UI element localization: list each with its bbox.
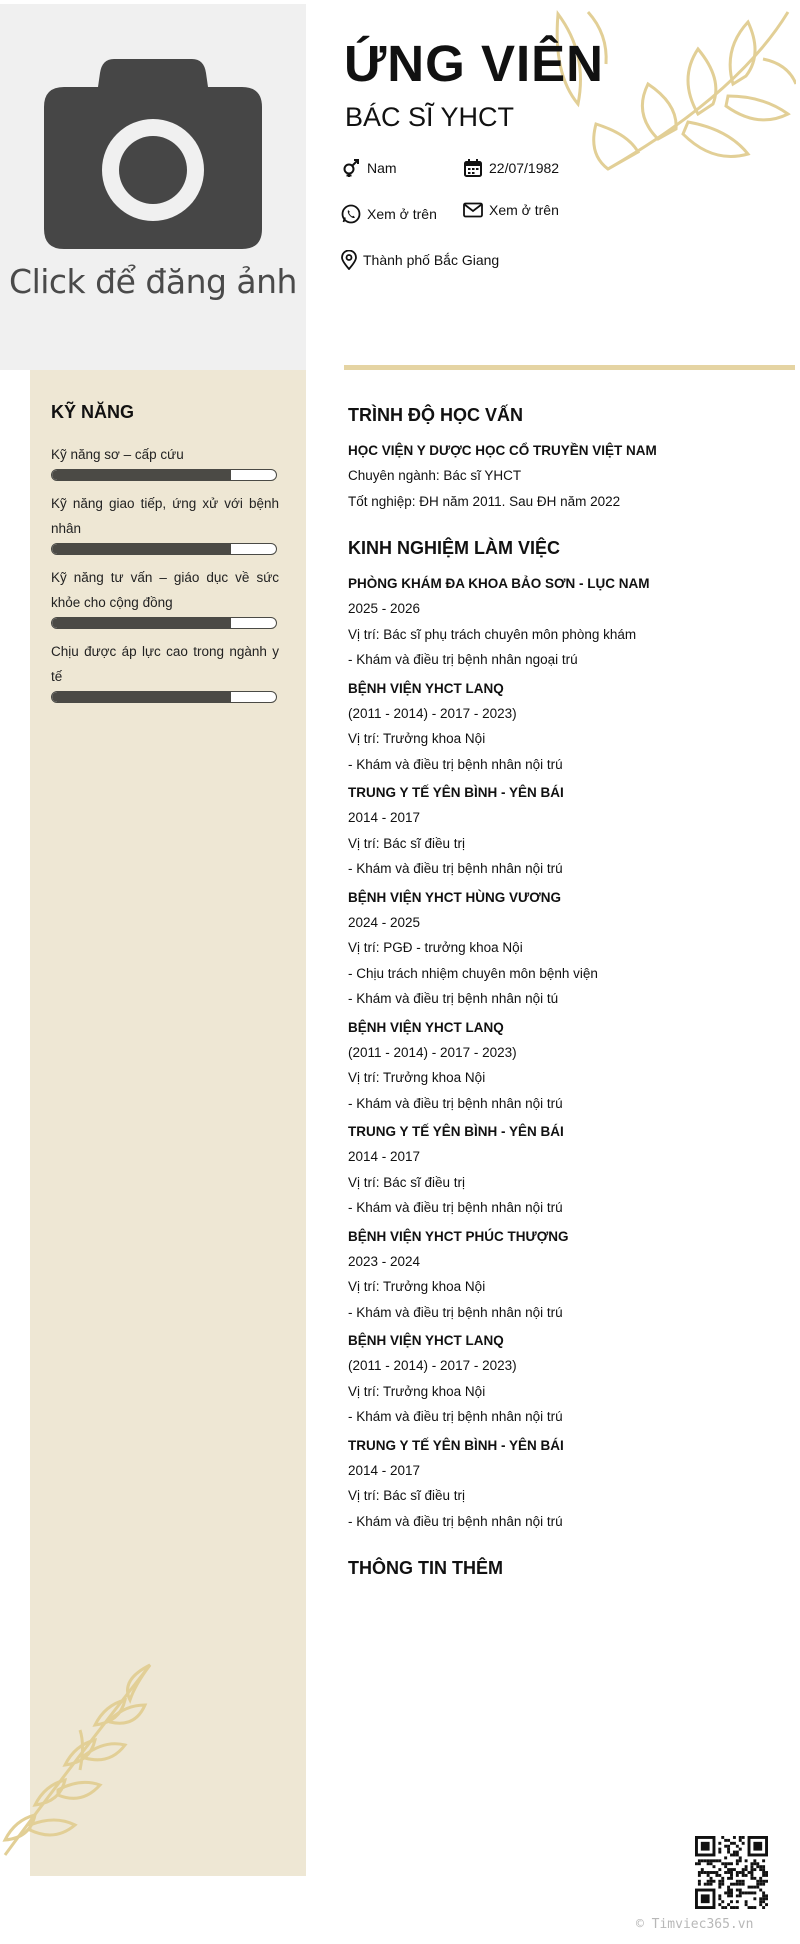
experience-line: Vị trí: Trưởng khoa Nội xyxy=(348,1279,486,1294)
skill-level-fill xyxy=(52,470,231,480)
education-major: Chuyên ngành: Bác sĩ YHCT xyxy=(348,468,522,483)
email-info xyxy=(463,202,559,218)
skill-item xyxy=(51,442,279,481)
experience-line: (2011 - 2014) - 2017 - 2023) xyxy=(348,1044,517,1060)
experience-item xyxy=(348,885,788,1012)
skill-name: Kỹ năng tư vấn – giáo dục về sức khỏe cho cộng đồng xyxy=(51,570,279,610)
skill-level-fill xyxy=(52,544,231,554)
skill-item xyxy=(51,491,279,555)
camera-icon xyxy=(44,59,262,249)
experience-line: 2014 - 2017 xyxy=(348,1462,421,1478)
experience-line: Vị trí: Trưởng khoa Nội xyxy=(348,731,486,746)
address-value: Thành phố Bắc Giang xyxy=(363,252,500,268)
education-section xyxy=(348,405,788,514)
experience-org: BỆNH VIỆN YHCT LANQ xyxy=(348,1019,504,1035)
calendar-icon xyxy=(463,158,483,178)
skill-name: Kỹ năng giao tiếp, ứng xử với bệnh nhân xyxy=(51,496,279,536)
phone-info xyxy=(341,204,437,224)
experience-item xyxy=(348,676,788,778)
leaf-decoration-icon xyxy=(0,1660,170,1860)
experience-line: - Chịu trách nhiệm chuyên môn bệnh viện xyxy=(348,965,598,981)
experience-line: Vị trí: Trưởng khoa Nội xyxy=(348,1383,486,1399)
skill-level-fill xyxy=(52,618,231,628)
watermark: © Timviec365.vn xyxy=(636,1917,754,1932)
experience-item xyxy=(348,1433,788,1535)
experience-line: - Khám và điều trị bệnh nhân nội tú xyxy=(348,991,559,1006)
experience-item xyxy=(348,1328,788,1430)
experience-org: BỆNH VIỆN YHCT PHÚC THƯỢNG xyxy=(348,1228,569,1244)
address-info xyxy=(341,250,499,270)
sidebar xyxy=(30,370,306,1876)
experience-item xyxy=(348,571,788,673)
location-pin-icon xyxy=(341,250,357,270)
experience-org: BỆNH VIỆN YHCT HÙNG VƯƠNG xyxy=(348,889,561,905)
experience-org: TRUNG Y TẾ YÊN BÌNH - YÊN BÁI xyxy=(348,785,564,800)
experience-line: (2011 - 2014) - 2017 - 2023) xyxy=(348,705,517,721)
skills-list xyxy=(51,442,279,713)
experience-line: - Khám và điều trị bệnh nhân nội trú xyxy=(348,756,563,772)
experience-line: Vị trí: Bác sĩ điều trị xyxy=(348,1488,466,1503)
education-graduation: Tốt nghiệp: ĐH năm 2011. Sau ĐH năm 2022 xyxy=(348,493,621,509)
email-icon xyxy=(463,202,483,218)
skill-level-bar xyxy=(51,469,277,481)
experience-org: TRUNG Y TẾ YÊN BÌNH - YÊN BÁI xyxy=(348,1124,564,1139)
qr-code-icon xyxy=(695,1836,768,1909)
experience-line: 2014 - 2017 xyxy=(348,810,421,825)
extra-section xyxy=(348,1558,788,1579)
experience-line: - Khám và điều trị bệnh nhân nội trú xyxy=(348,861,563,876)
skill-level-bar xyxy=(51,543,277,555)
experience-line: - Khám và điều trị bệnh nhân nội trú xyxy=(348,1200,563,1215)
gender-value: Nam xyxy=(367,160,397,176)
photo-upload-label[interactable]: Click để đăng ảnh xyxy=(9,262,297,301)
experience-line: - Khám và điều trị bệnh nhân nội trú xyxy=(348,1513,563,1529)
experience-org: BỆNH VIỆN YHCT LANQ xyxy=(348,1333,504,1348)
main-content xyxy=(348,405,788,1603)
experience-line: 2025 - 2026 xyxy=(348,601,421,616)
experience-line: Vị trí: Bác sĩ phụ trách chuyên môn phòng khám xyxy=(348,626,637,642)
candidate-name: ỨNG VIÊN xyxy=(344,35,605,92)
birthday-info xyxy=(463,158,559,178)
skill-item xyxy=(51,639,279,703)
experience-line: - Khám và điều trị bệnh nhân nội trú xyxy=(348,1304,563,1320)
experience-line: Vị trí: Bác sĩ điều trị xyxy=(348,835,466,851)
extra-title: THÔNG TIN THÊM xyxy=(348,1558,503,1578)
experience-line: 2014 - 2017 xyxy=(348,1149,421,1164)
experience-line: 2024 - 2025 xyxy=(348,914,421,930)
experience-line: Vị trí: PGĐ - trưởng khoa Nội xyxy=(348,940,523,955)
skill-name: Chịu được áp lực cao trong ngành y tế xyxy=(51,644,279,684)
experience-section xyxy=(348,538,788,1534)
experience-title: KINH NGHIỆM LÀM VIỆC xyxy=(348,538,561,558)
experience-line: - Khám và điều trị bệnh nhân nội trú xyxy=(348,1409,563,1424)
leaf-decoration-icon xyxy=(548,4,796,194)
experience-org: TRUNG Y TẾ YÊN BÌNH - YÊN BÁI xyxy=(348,1437,564,1453)
experience-line: 2023 - 2024 xyxy=(348,1253,421,1269)
gender-icon xyxy=(341,158,361,178)
gender-info xyxy=(341,158,397,178)
header-divider xyxy=(344,365,795,370)
skill-name: Kỹ năng sơ – cấp cứu xyxy=(51,447,184,462)
birthday-value: 22/07/1982 xyxy=(489,160,560,176)
skill-item xyxy=(51,565,279,629)
skill-level-bar xyxy=(51,617,277,629)
experience-line: - Khám và điều trị bệnh nhân nội trú xyxy=(348,1095,563,1111)
experience-line: (2011 - 2014) - 2017 - 2023) xyxy=(348,1358,517,1373)
phone-value: Xem ở trên xyxy=(367,206,437,222)
skills-title: KỸ NĂNG xyxy=(51,402,135,422)
photo-upload-area[interactable] xyxy=(0,4,306,370)
skill-level-bar xyxy=(51,691,277,703)
school-name: HỌC VIỆN Y DƯỢC HỌC CỔ TRUYỀN VIỆT NAM xyxy=(348,443,657,458)
experience-line: Vị trí: Trưởng khoa Nội xyxy=(348,1070,486,1085)
phone-icon xyxy=(341,204,361,224)
experience-line: - Khám và điều trị bệnh nhân ngoại trú xyxy=(348,652,578,667)
experience-org: PHÒNG KHÁM ĐA KHOA BẢO SƠN - LỤC NAM xyxy=(348,576,650,591)
experience-item xyxy=(348,780,788,882)
experience-item xyxy=(348,1224,788,1326)
experience-item xyxy=(348,1119,788,1221)
job-title: BÁC SĨ YHCT xyxy=(345,102,515,132)
education-title: TRÌNH ĐỘ HỌC VẤN xyxy=(348,405,523,425)
experience-item xyxy=(348,1015,788,1117)
skill-level-fill xyxy=(52,692,231,702)
experience-line: Vị trí: Bác sĩ điều trị xyxy=(348,1174,466,1190)
experience-list xyxy=(348,571,788,1534)
email-value: Xem ở trên xyxy=(489,202,559,218)
experience-org: BỆNH VIỆN YHCT LANQ xyxy=(348,680,504,696)
